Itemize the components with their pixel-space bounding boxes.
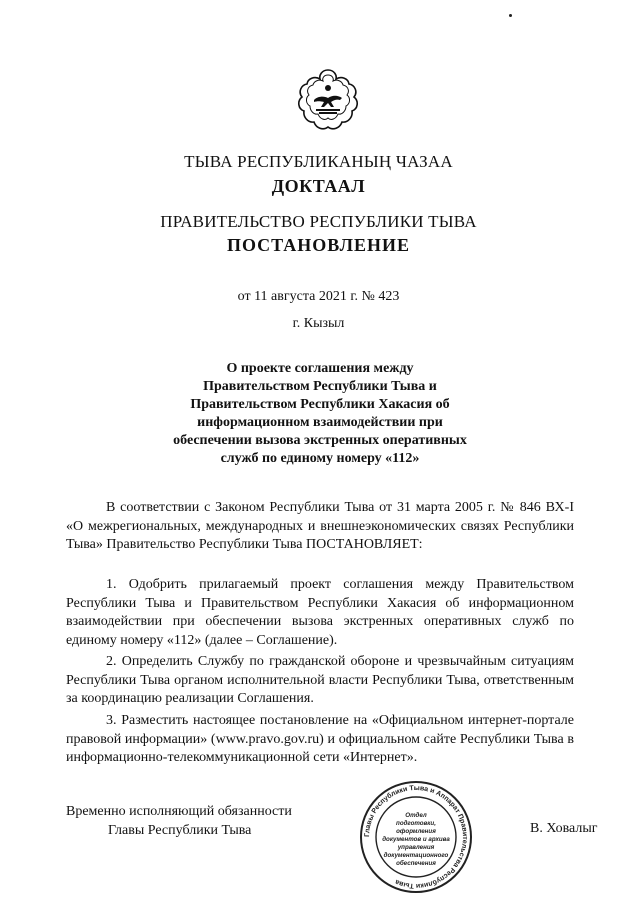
subject-line: О проекте соглашения между [226, 361, 414, 376]
official-stamp [358, 779, 474, 895]
document-subject [120, 360, 520, 468]
signer-position-line1: Временно исполняющий обязанности [66, 804, 292, 819]
scan-dot [509, 14, 512, 17]
tuva-coat-of-arms-icon [294, 66, 362, 134]
stamp-center-line: Отдел [405, 812, 427, 819]
subject-line: обеспечении вызова экстренных оперативных [173, 433, 467, 448]
subject-line: Правительством Республики Хакасия об [190, 397, 450, 412]
stamp-center-line: документационного [383, 852, 449, 859]
subject-line: информационном взаимодействии при [197, 415, 443, 430]
header-tuva-title: ТЫВА РЕСПУБЛИКАНЫҢ ЧАЗАА [184, 152, 453, 171]
stamp-center-line: подготовки, [396, 820, 436, 827]
signer-position-line2: Главы Республики Тыва [108, 822, 252, 838]
signer-position [66, 803, 292, 840]
item-2-paragraph: 2. Определить Службу по гражданской обороне и чрезвычайным ситуациям Республики Тыва органом исполнительной власти Республики Тыва, ответственным за координацию реализации Соглашения. [66, 654, 574, 706]
stamp-center-line: оформления [396, 828, 436, 835]
document-city: г. Кызыл [292, 316, 345, 331]
header-russian-doc-type: ПОСТАНОВЛЕНИЕ [226, 235, 411, 255]
stamp-center-line: документов и архива [382, 836, 450, 843]
subject-line: служб по единому номеру «112» [220, 451, 420, 466]
item-1-paragraph: 1. Одобрить прилагаемый проект соглашения между Правительством Республики Тыва и Правительством Республики Хакасия об информационном взаимодействии при обеспечении вызова экстренных оперативных служб по единому номеру «112» (далее – Соглашение). [66, 577, 574, 648]
stamp-ring-text: Главы Республики Тыва и Аппарат Правительства Республики Тыва [363, 784, 469, 890]
stamp-center-line: управления [397, 844, 435, 851]
item-3-paragraph: 3. Разместить настоящее постановление на «Официальном интернет-портале правовой информации» (www.pravo.gov.ru) и официальном сайте Республики Тыва в информационно-телекоммуникационной сети «Интернет». [66, 713, 574, 765]
header-tuva-doc-type: ДОКТААЛ [271, 176, 366, 196]
document-date-number: от 11 августа 2021 г. № 423 [237, 289, 400, 304]
header-russian-title: ПРАВИТЕЛЬСТВО РЕСПУБЛИКИ ТЫВА [160, 212, 477, 231]
preamble-paragraph: В соответствии с Законом Республики Тыва от 31 марта 2005 г. № 846 ВХ-I «О межрегиональных, международных и внешнеэкономических связях Республики Тыва» Правительство Республики Тыва ПОСТАНОВЛЯЕТ: [66, 500, 574, 552]
signer-name: В. Ховалыг [530, 821, 598, 836]
subject-line: Правительством Республики Тыва и [203, 379, 437, 394]
stamp-center-line: обеспечения [396, 860, 436, 867]
